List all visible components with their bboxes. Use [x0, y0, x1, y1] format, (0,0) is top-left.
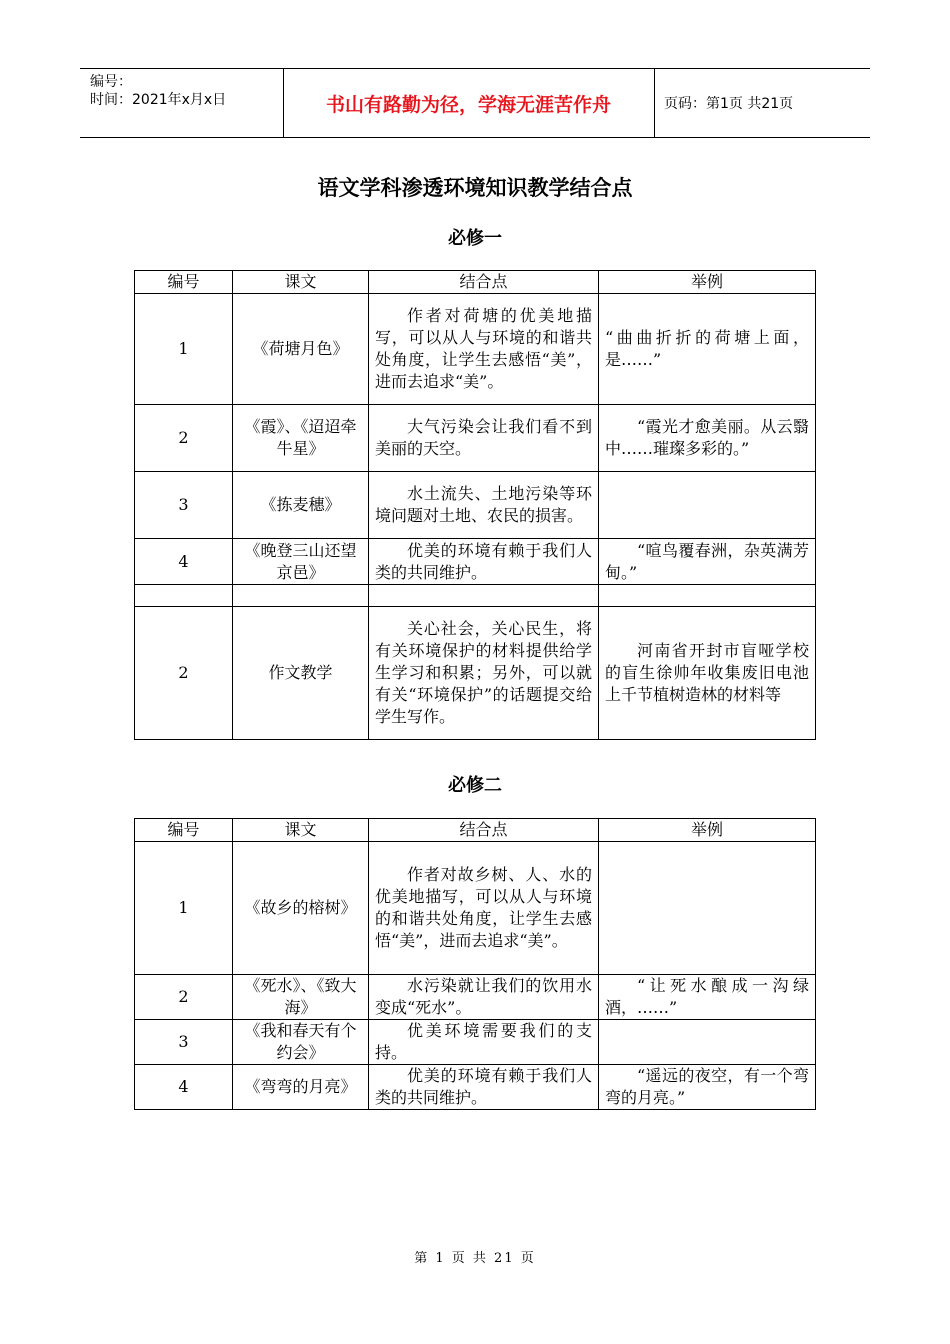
page-header — [80, 68, 870, 138]
cell-number — [135, 585, 233, 607]
table-row — [135, 585, 816, 607]
cell-example: “曲曲折折的荷塘上面，是……” — [599, 294, 816, 405]
cell-example: “喧鸟覆春洲，杂英满芳甸。” — [599, 539, 816, 585]
cell-point: 水土流失、土地污染等环境问题对土地、农民的损害。 — [369, 472, 599, 539]
page-footer: 第 1 页 共 21 页 — [414, 1251, 536, 1266]
cell-point: 水污染就让我们的饮用水变成“死水”。 — [369, 975, 599, 1020]
cell-point: 优美环境需要我们的支持。 — [369, 1020, 599, 1065]
cell-point: 作者对荷塘的优美地描写，可以从人与环境的和谐共处角度，让学生去感悟“美”，进而去追求“美”。 — [369, 294, 599, 405]
cell-point: 关心社会，关心民生，将有关环境保护的材料提供给学生学习和积累；另外，可以就有关“环境保护”的话题提交给学生写作。 — [369, 607, 599, 740]
cell-number: 4 — [135, 539, 233, 585]
column-header: 举例 — [599, 819, 816, 842]
table-row — [135, 472, 816, 539]
column-header: 结合点 — [369, 819, 599, 842]
header-motto: 书山有路勤为径，学海无涯苦作舟 — [283, 69, 655, 137]
cell-number: 1 — [135, 842, 233, 975]
table-header-row — [135, 271, 816, 294]
column-header: 编号 — [135, 271, 233, 294]
cell-text: 《故乡的榕树》 — [233, 842, 369, 975]
cell-example — [599, 585, 816, 607]
cell-point: 大气污染会让我们看不到美丽的天空。 — [369, 405, 599, 472]
cell-text: 《晚登三山还望京邑》 — [233, 539, 369, 585]
table-row — [135, 607, 816, 740]
cell-text: 《荷塘月色》 — [233, 294, 369, 405]
cell-example: “霞光才愈美丽。从云翳中……璀璨多彩的。” — [599, 405, 816, 472]
table-row — [135, 294, 816, 405]
table-row — [135, 405, 816, 472]
cell-example: “遥远的夜空，有一个弯弯的月亮。” — [599, 1065, 816, 1110]
cell-point: 作者对故乡树、人、水的优美地描写，可以从人与环境的和谐共处角度，让学生去感悟“美”，进而去追求“美”。 — [369, 842, 599, 975]
section2-table — [134, 818, 816, 1110]
cell-number: 1 — [135, 294, 233, 405]
cell-point — [369, 585, 599, 607]
table-header-row — [135, 819, 816, 842]
cell-text: 《霞》、《迢迢牵牛星》 — [233, 405, 369, 472]
header-date: 时间：2021年x月x日 — [90, 92, 227, 108]
header-code: 编号： — [90, 74, 132, 90]
table-row — [135, 539, 816, 585]
cell-number: 3 — [135, 472, 233, 539]
cell-example — [599, 842, 816, 975]
section1-table — [134, 270, 816, 740]
cell-number: 2 — [135, 607, 233, 740]
cell-text: 《弯弯的月亮》 — [233, 1065, 369, 1110]
cell-number: 2 — [135, 975, 233, 1020]
cell-text: 《死水》、《致大海》 — [233, 975, 369, 1020]
cell-example: “让死水酿成一沟绿酒，……” — [599, 975, 816, 1020]
column-header: 课文 — [233, 271, 369, 294]
header-page-number: 页码：第1页 共21页 — [664, 96, 794, 112]
column-header: 课文 — [233, 819, 369, 842]
cell-example: 河南省开封市盲哑学校的盲生徐帅年收集废旧电池上千节植树造林的材料等 — [599, 607, 816, 740]
section1-heading: 必修一 — [448, 228, 502, 249]
cell-text: 《拣麦穗》 — [233, 472, 369, 539]
cell-text — [233, 585, 369, 607]
table-row — [135, 975, 816, 1020]
cell-number: 4 — [135, 1065, 233, 1110]
table-row — [135, 1065, 816, 1110]
table-row — [135, 1020, 816, 1065]
table-row — [135, 842, 816, 975]
cell-point: 优美的环境有赖于我们人类的共同维护。 — [369, 539, 599, 585]
cell-example — [599, 1020, 816, 1065]
cell-text: 作文教学 — [233, 607, 369, 740]
cell-number: 3 — [135, 1020, 233, 1065]
column-header: 结合点 — [369, 271, 599, 294]
cell-example — [599, 472, 816, 539]
column-header: 编号 — [135, 819, 233, 842]
section2-heading: 必修二 — [448, 775, 502, 796]
column-header: 举例 — [599, 271, 816, 294]
cell-number: 2 — [135, 405, 233, 472]
page-title: 语文学科渗透环境知识教学结合点 — [317, 176, 633, 200]
cell-point: 优美的环境有赖于我们人类的共同维护。 — [369, 1065, 599, 1110]
cell-text: 《我和春天有个约会》 — [233, 1020, 369, 1065]
header-meta — [80, 69, 284, 137]
